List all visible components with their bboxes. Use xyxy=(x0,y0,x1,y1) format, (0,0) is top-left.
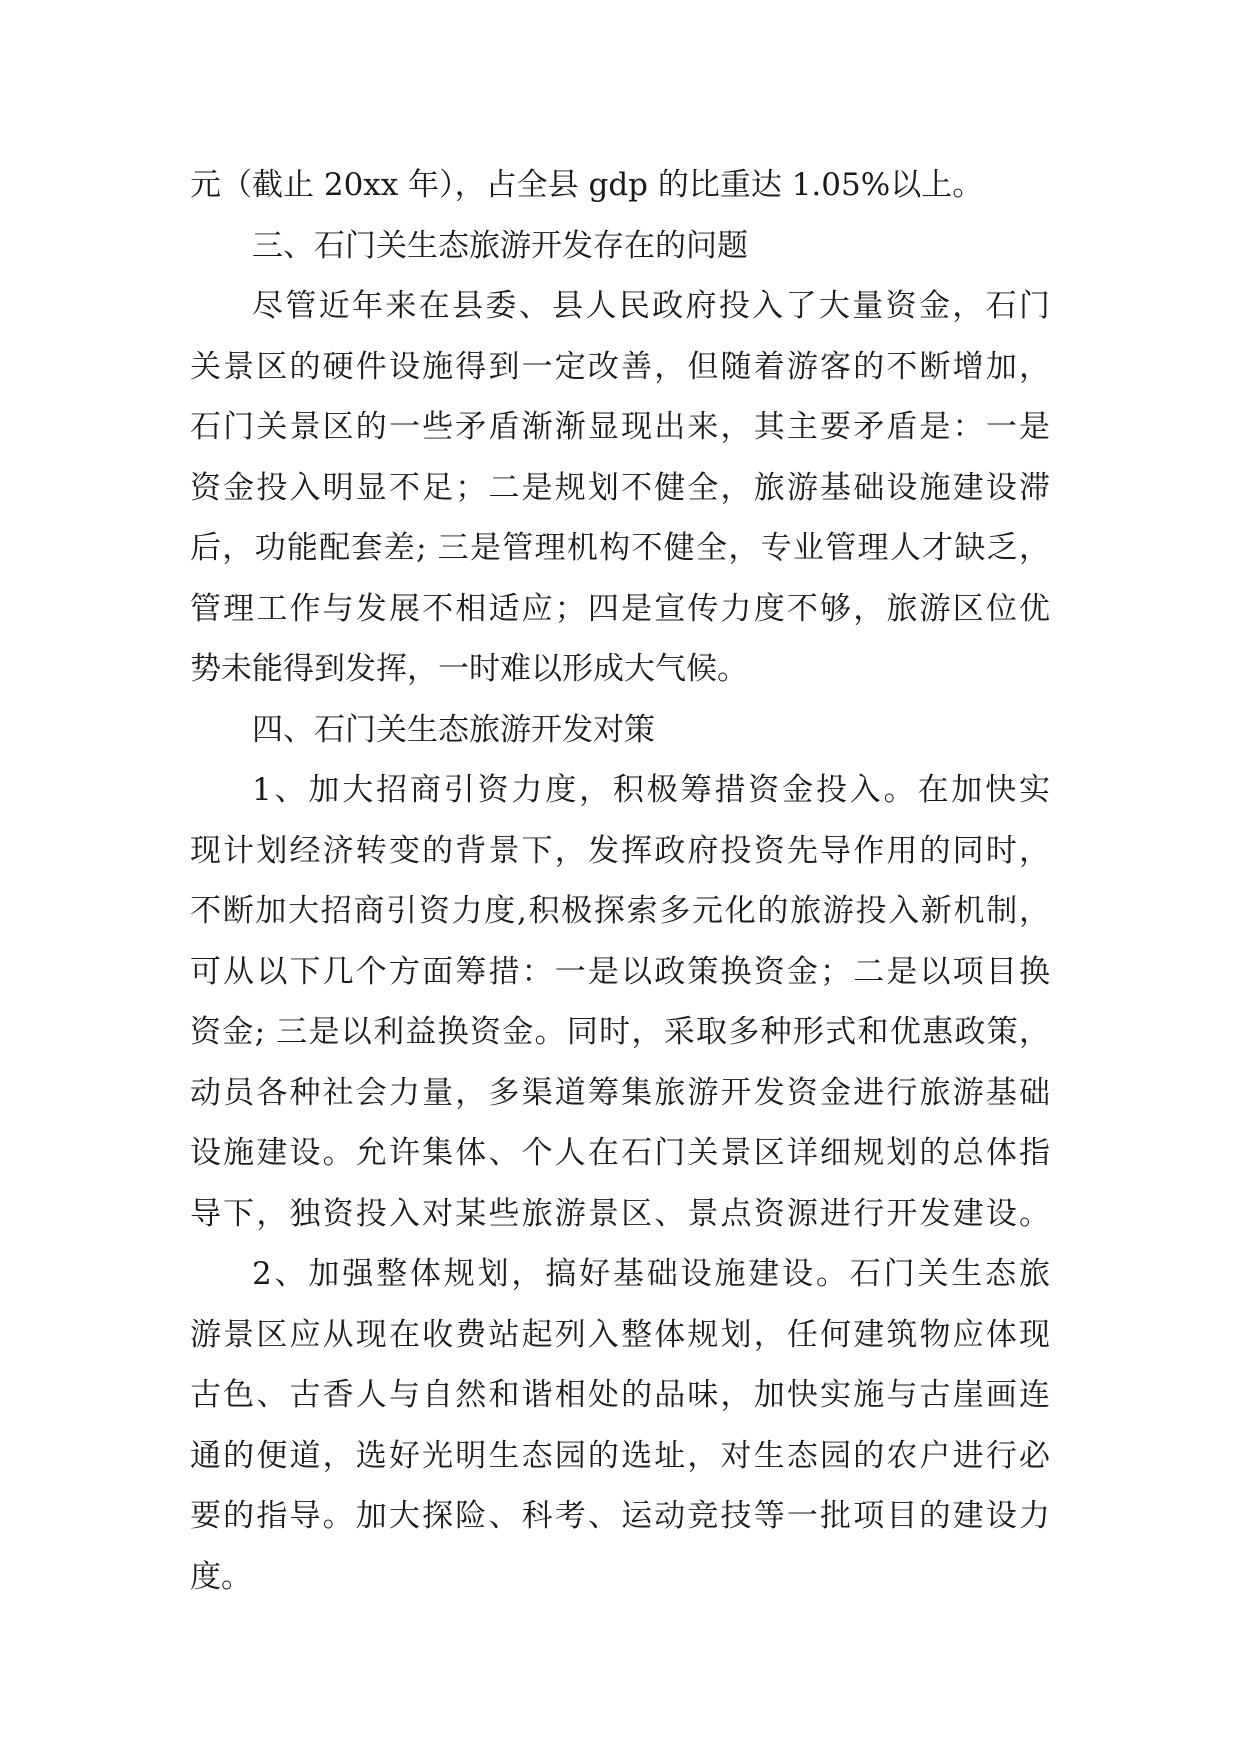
text-line: 三、石门关生态旅游开发存在的问题 xyxy=(252,227,748,264)
text-line: 元（截止 20xx 年），占全县 gdp 的比重达 1.05%以上。 xyxy=(190,167,984,203)
text-line: 动员各种社会力量，多渠道筹集旅游开发资金进行旅游基础 xyxy=(190,1074,1050,1111)
text-line: 1、加大招商引资力度，积极筹措资金投入。在加快实 xyxy=(252,772,1050,808)
text-line: 古色、古香人与自然和谐相处的品味，加快实施与古崖画连 xyxy=(190,1377,1050,1413)
text-line: 势未能得到发挥，一时难以形成大气候。 xyxy=(190,651,748,687)
text-line: 导下，独资投入对某些旅游景区、景点资源进行开发建设。 xyxy=(190,1195,1050,1232)
document-body xyxy=(190,155,1050,1607)
text-line: 度。 xyxy=(190,1558,252,1595)
text-line: 可从以下几个方面筹措：一是以政策换资金；二是以项目换 xyxy=(190,953,1050,990)
text-line: 通的便道，选好光明生态园的选址，对生态园的农户进行必 xyxy=(190,1437,1050,1474)
text-line: 现计划经济转变的背景下，发挥政府投资先导作用的同时， xyxy=(190,832,1050,869)
text-line: 管理工作与发展不相适应；四是宣传力度不够，旅游区位优 xyxy=(190,590,1050,627)
text-line: 尽管近年来在县委、县人民政府投入了大量资金，石门 xyxy=(252,288,1050,324)
text-line: 后，功能配套差; 三是管理机构不健全，专业管理人才缺乏， xyxy=(190,530,1050,566)
text-line: 游景区应从现在收费站起列入整体规划，任何建筑物应体现 xyxy=(190,1316,1050,1353)
text-line: 不断加大招商引资力度,积极探索多元化的旅游投入新机制， xyxy=(190,893,1050,929)
text-line: 四、石门关生态旅游开发对策 xyxy=(252,711,655,748)
text-line: 石门关景区的一些矛盾渐渐显现出来，其主要矛盾是：一是 xyxy=(190,409,1050,445)
text-line: 设施建设。允许集体、个人在石门关景区详细规划的总体指 xyxy=(190,1135,1050,1171)
text-line: 资金; 三是以利益换资金。同时，采取多种形式和优惠政策， xyxy=(190,1014,1050,1050)
text-line: 要的指导。加大探险、科考、运动竞技等一批项目的建设力 xyxy=(190,1498,1050,1534)
text-line: 资金投入明显不足；二是规划不健全，旅游基础设施建设滞 xyxy=(190,469,1050,506)
text-line: 2、加强整体规划，搞好基础设施建设。石门关生态旅 xyxy=(252,1256,1050,1292)
text-line: 关景区的硬件设施得到一定改善，但随着游客的不断增加， xyxy=(190,348,1050,385)
